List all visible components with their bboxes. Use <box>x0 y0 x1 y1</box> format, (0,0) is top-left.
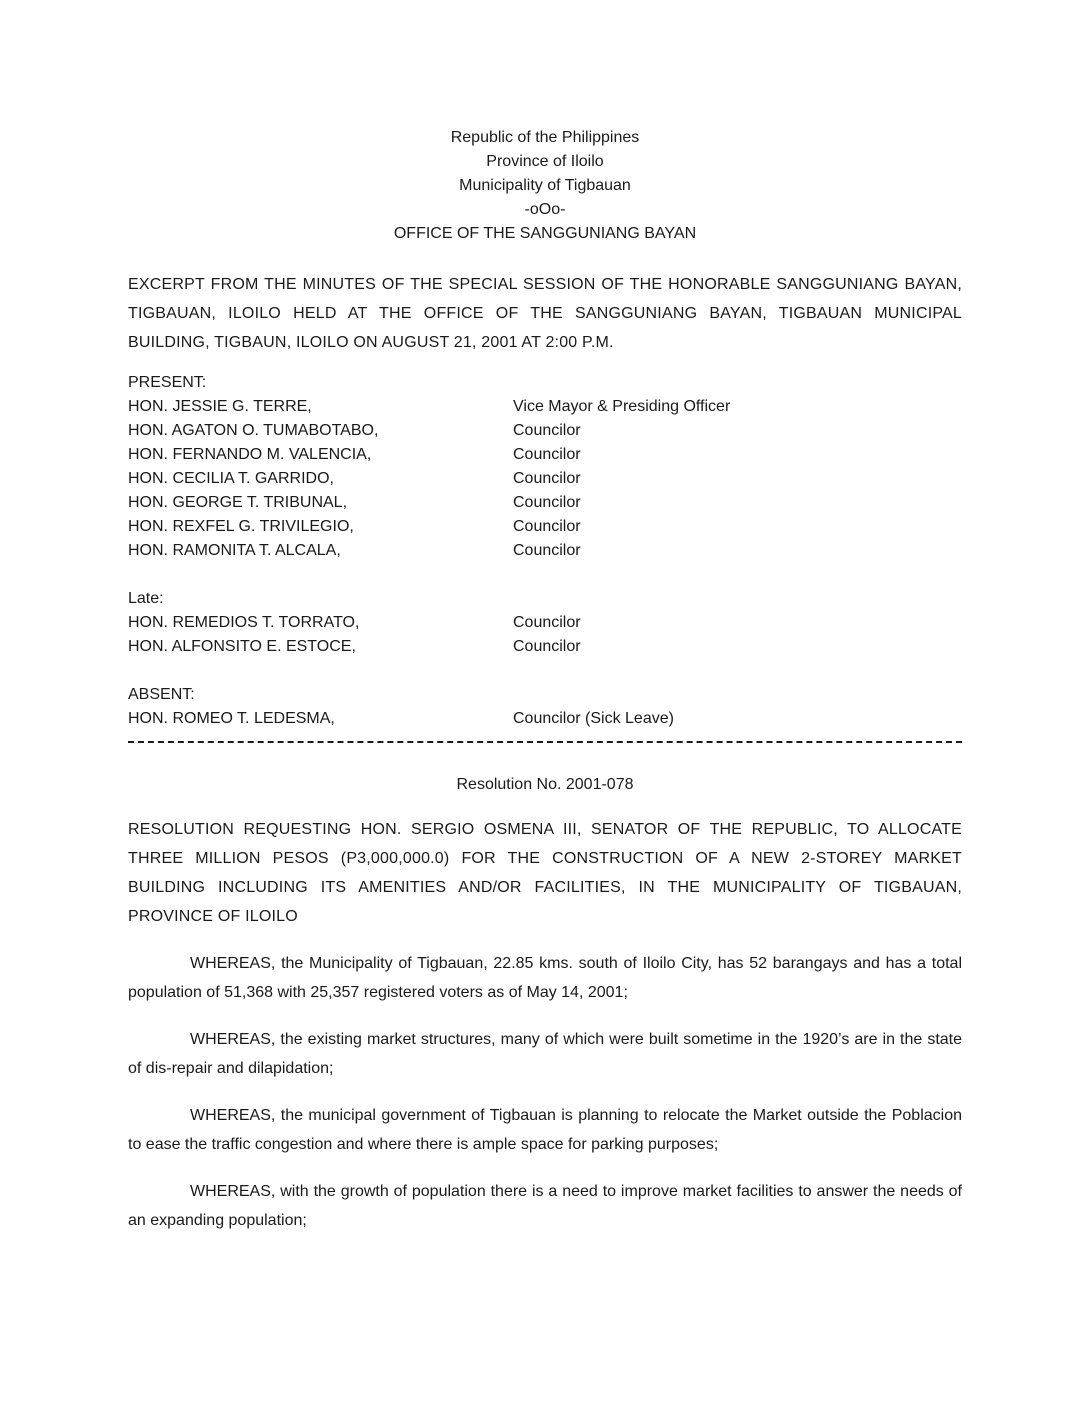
attendee-name: HON. REMEDIOS T. TORRATO, <box>128 614 360 631</box>
whereas-paragraph: WHEREAS, the municipal government of Tigbauan is planning to relocate the Market outside the Poblacion to ease the traffic congestion and where there is ample space for parking purposes; <box>128 1107 962 1153</box>
header-republic-line: Republic of the Philippines <box>450 129 640 146</box>
attendee-name: HON. FERNANDO M. VALENCIA, <box>128 446 372 463</box>
attendee-title: Councilor <box>513 542 581 559</box>
attendee-row <box>128 515 962 539</box>
attendee-row <box>128 539 962 563</box>
attendee-name: HON. AGATON O. TUMABOTABO, <box>128 422 379 439</box>
attendee-row <box>128 611 962 635</box>
attendee-row <box>128 467 962 491</box>
attendee-title: Councilor <box>513 470 581 487</box>
resolution-title: RESOLUTION REQUESTING HON. SERGIO OSMENA III, SENATOR OF THE REPUBLIC, TO ALLOCATE THREE MILLION PESOS (P3,000,000.0) FOR THE CONSTRUCTION OF A NEW 2-STOREY MARKET BUILDING INCLUDING ITS AMENITIES AND/OR FACILITIES, IN THE MUNICIPALITY OF TIGBAUAN, PROVINCE OF ILOILO <box>128 821 962 925</box>
late-label: Late: <box>128 590 164 607</box>
attendee-name: HON. ROMEO T. LEDESMA, <box>128 710 335 727</box>
document-header <box>128 126 962 246</box>
attendee-name: HON. RAMONITA T. ALCALA, <box>128 542 341 559</box>
attendee-name: HON. ALFONSITO E. ESTOCE, <box>128 638 356 655</box>
attendee-row <box>128 419 962 443</box>
whereas-paragraph: WHEREAS, with the growth of population there is a need to improve market facilities to answer the needs of an expanding population; <box>128 1183 962 1229</box>
attendee-title: Councilor (Sick Leave) <box>513 710 674 727</box>
present-section <box>128 371 962 563</box>
attendee-name: HON. REXFEL G. TRIVILEGIO, <box>128 518 354 535</box>
attendee-row <box>128 395 962 419</box>
attendee-row <box>128 443 962 467</box>
present-label: PRESENT: <box>128 374 207 391</box>
resolution-number: Resolution No. 2001-078 <box>456 776 634 793</box>
attendee-title: Councilor <box>513 446 581 463</box>
header-ornament-line: -oOo- <box>524 201 566 218</box>
attendee-title: Councilor <box>513 518 581 535</box>
attendee-title: Councilor <box>513 638 581 655</box>
attendee-title: Vice Mayor & Presiding Officer <box>513 398 731 415</box>
whereas-paragraph: WHEREAS, the existing market structures, many of which were built sometime in the 1920’s are in the state of dis-repair and dilapidation; <box>128 1031 962 1077</box>
excerpt-paragraph: EXCERPT FROM THE MINUTES OF THE SPECIAL SESSION OF THE HONORABLE SANGGUNIANG BAYAN, TIGBAUAN, ILOILO HELD AT THE OFFICE OF THE SANGGUNIANG BAYAN, TIGBAUAN MUNICIPAL BUILDING, TIGBAUN, ILOILO ON AUGUST 21, 2001 AT 2:00 P.M. <box>128 276 962 351</box>
attendee-title: Councilor <box>513 422 581 439</box>
attendee-name: HON. CECILIA T. GARRIDO, <box>128 470 334 487</box>
attendee-title: Councilor <box>513 614 581 631</box>
attendee-title: Councilor <box>513 494 581 511</box>
header-office-line: OFFICE OF THE SANGGUNIANG BAYAN <box>393 225 697 242</box>
attendee-row <box>128 491 962 515</box>
attendee-name: HON. JESSIE G. TERRE, <box>128 398 312 415</box>
attendee-row <box>128 635 962 659</box>
whereas-paragraph: WHEREAS, the Municipality of Tigbauan, 22.85 kms. south of Iloilo City, has 52 barangays and has a total population of 51,368 with 25,357 registered voters as of May 14, 2001; <box>128 955 962 1001</box>
header-municipality-line: Municipality of Tigbauan <box>459 177 631 194</box>
header-province-line: Province of Iloilo <box>486 153 604 170</box>
attendee-row <box>128 707 962 731</box>
absent-section <box>128 683 962 731</box>
absent-label: ABSENT: <box>128 686 195 703</box>
attendee-name: HON. GEORGE T. TRIBUNAL, <box>128 494 348 511</box>
section-divider <box>128 741 962 743</box>
late-section <box>128 587 962 659</box>
